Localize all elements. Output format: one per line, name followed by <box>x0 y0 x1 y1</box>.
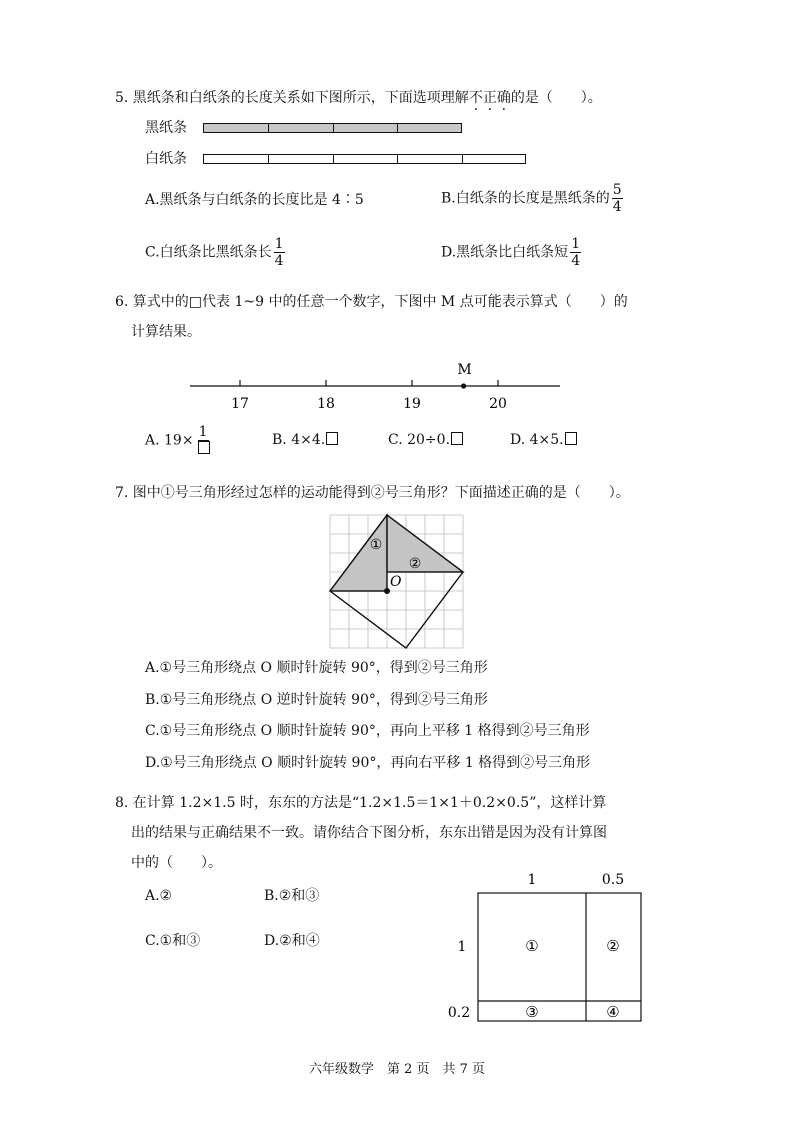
q5-emph-1: 不 <box>468 90 483 106</box>
q5-option-c-fraction: $\frac{1}{4}$ <box>274 236 284 269</box>
rotation-grid-figure <box>327 512 467 652</box>
q5-option-d <box>441 236 581 269</box>
top-label-1: 1 <box>527 872 537 888</box>
q5-emph-3: 确 <box>496 90 511 106</box>
cell-1: ① <box>525 937 539 955</box>
blank-box <box>451 432 463 445</box>
q6-stem-line1: 6. 算式中的□代表 1~9 中的任意一个数字，下图中 M 点可能表示算式（ ）的 <box>115 294 628 310</box>
blank-box <box>565 432 577 445</box>
q6-stem-line2: 计算结果。 <box>131 324 201 340</box>
q5-emph-2: 正 <box>482 90 497 106</box>
q7-stem: 7. 图中①号三角形经过怎样的运动能得到②号三角形？下面描述正确的是（ ）。 <box>115 485 630 501</box>
q6-option-a-text: A. 19× <box>145 432 194 449</box>
blank-box <box>198 441 210 454</box>
q8-option-d: D.②和④ <box>264 933 320 949</box>
q5-option-d-text: D.黑纸条比白纸条短 <box>441 244 569 261</box>
q8-option-a: A.② <box>145 888 173 904</box>
tick-label: 18 <box>317 396 335 412</box>
area-model-figure <box>440 866 650 1028</box>
cell-2: ② <box>606 937 620 955</box>
q7-option-c: C.①号三角形绕点 O 顺时针旋转 90°，再向上平移 1 格得到②号三角形 <box>145 723 590 739</box>
q8-option-b: B.②和③ <box>264 888 320 904</box>
q5-option-b <box>441 182 623 215</box>
tick-label: 17 <box>231 396 249 412</box>
q6-option-a-fraction: 1 <box>196 424 211 457</box>
triangle-1-label: ① <box>369 537 383 553</box>
q6-option-d-text: D. 4×5. <box>510 432 564 448</box>
black-strip-label: 黑纸条 <box>145 120 187 136</box>
point-m-label: M <box>457 362 472 378</box>
q8-stem-line3: 中的（ ）。 <box>131 855 222 871</box>
q6-option-d <box>510 430 577 450</box>
q5-stem <box>115 88 602 108</box>
q5-option-c-text: C.白纸条比黑纸条长 <box>145 244 272 261</box>
tick-label: 20 <box>489 396 507 412</box>
q5-option-a: A.黑纸条与白纸条的长度比是 4∶5 <box>145 192 364 208</box>
cell-3: ③ <box>525 1003 539 1021</box>
black-strip <box>203 123 462 133</box>
q6-option-b <box>272 430 338 450</box>
q6-option-b-text: B. 4×4. <box>272 432 326 448</box>
q8-stem-line1: 8. 在计算 1.2×1.5 时，东东的方法是“1.2×1.5＝1×1＋0.2×0.5”，这样计算 <box>115 795 607 811</box>
q5-stem-b: 的是（ ）。 <box>510 90 602 106</box>
triangle-2-label: ② <box>408 556 422 572</box>
left-label-02: 0.2 <box>447 1005 471 1021</box>
q6-option-c-text: C. 20÷0. <box>388 432 451 448</box>
q7-option-d: D.①号三角形绕点 O 顺时针旋转 90°，再向右平移 1 格得到②号三角形 <box>145 755 591 771</box>
number-line <box>180 356 580 416</box>
white-strip-label: 白纸条 <box>145 151 187 167</box>
point-m <box>461 383 466 388</box>
top-label-05: 0.5 <box>601 872 625 888</box>
q8-stem-line2: 出的结果与正确结果不一致。请你结合下图分析，东东出错是因为没有计算图 <box>131 825 607 841</box>
page-footer: 六年级数学 第 2 页 共 7 页 <box>308 1062 486 1077</box>
point-o-label: O <box>390 574 402 590</box>
cell-4: ④ <box>606 1003 620 1021</box>
q5-option-b-text: B.白纸条的长度是黑纸条的 <box>441 190 610 207</box>
tick-label: 19 <box>403 396 421 412</box>
q5-option-d-fraction: $\frac{1}{4}$ <box>571 236 581 269</box>
q6-option-a <box>145 424 211 457</box>
q5-option-b-fraction: $\frac{5}{4}$ <box>612 182 622 215</box>
q6-option-c <box>388 430 463 450</box>
q5-stem-a: 5. 黑纸条和白纸条的长度关系如下图所示，下面选项理解 <box>115 90 469 106</box>
white-strip <box>203 154 526 164</box>
q7-option-a: A.①号三角形绕点 O 顺时针旋转 90°，得到②号三角形 <box>145 660 488 676</box>
q8-option-c: C.①和③ <box>145 933 201 949</box>
left-label-1: 1 <box>457 939 467 955</box>
q7-option-b: B.①号三角形绕点 O 逆时针旋转 90°，得到②号三角形 <box>145 692 488 708</box>
q5-option-c <box>145 236 285 269</box>
blank-box <box>326 432 338 445</box>
